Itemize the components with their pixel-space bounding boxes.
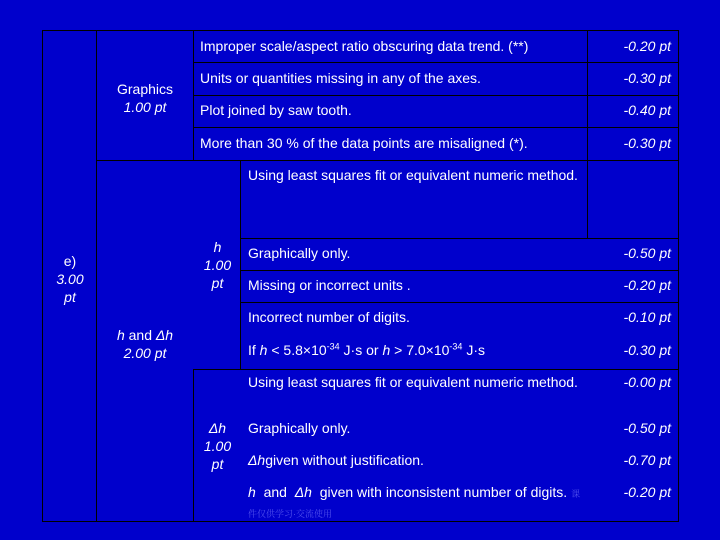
divider xyxy=(96,30,97,522)
criterion-text: Plot joined by saw tooth. xyxy=(200,102,352,118)
divider xyxy=(193,369,194,522)
section-e-label: e) 3.00 pt xyxy=(56,253,84,305)
criterion-text: Incorrect number of digits. xyxy=(248,309,410,325)
divider xyxy=(193,62,679,63)
deduction-points: -0.30 pt xyxy=(623,135,671,151)
divider xyxy=(193,95,679,96)
criterion-text: Units or quantities missing in any of the axes. xyxy=(200,70,481,86)
deduction-points: -0.20 pt xyxy=(623,484,671,500)
criterion-text: More than 30 % of the data points are misaligned (*). xyxy=(200,135,528,151)
criterion-text: Using least squares fit or equivalent numeric method. xyxy=(248,374,578,390)
divider xyxy=(193,369,679,370)
divider xyxy=(193,127,679,128)
criterion-text: Δhgiven without justification. xyxy=(248,452,424,468)
divider xyxy=(587,160,588,238)
deduction-points: -0.50 pt xyxy=(623,420,671,436)
graphics-label: Graphics 1.00 pt xyxy=(116,81,174,115)
criterion-text: h and Δh given with inconsistent number of digits. 课件仅供学习·交流使用 xyxy=(248,484,581,519)
h-dh-label: h and Δh 2.00 pt xyxy=(116,327,174,361)
dh-label: Δh 1.00 pt xyxy=(203,420,232,472)
criterion-text: Improper scale/aspect ratio obscuring data trend. (**) xyxy=(200,38,529,54)
criterion-text: Graphically only. xyxy=(248,420,351,436)
deduction-points: -0.50 pt xyxy=(623,245,671,261)
deduction-points: -0.20 pt xyxy=(623,277,671,293)
deduction-points: -0.70 pt xyxy=(623,452,671,468)
divider xyxy=(96,160,679,161)
divider xyxy=(240,238,679,239)
criterion-text: Missing or incorrect units . xyxy=(248,277,411,293)
criterion-text: Using least squares fit or equivalent numeric method. xyxy=(248,167,578,183)
deduction-points: -0.30 pt xyxy=(623,342,671,358)
divider xyxy=(240,160,241,369)
deduction-points: -0.40 pt xyxy=(623,102,671,118)
deduction-points: -0.20 pt xyxy=(623,38,671,54)
deduction-points: -0.10 pt xyxy=(623,309,671,325)
deduction-points: -0.30 pt xyxy=(623,70,671,86)
divider xyxy=(240,302,679,303)
deduction-points: -0.00 pt xyxy=(623,374,671,390)
criterion-text: Graphically only. xyxy=(248,245,351,261)
watermark-text: 课件仅供学习·交流使用 xyxy=(248,489,581,519)
h-label: h 1.00 pt xyxy=(203,239,232,291)
criterion-text: If $h < 5.8\times 10^{-34}$ J·s or $h > 7.0\times 10^{-34}$ J·s xyxy=(248,341,485,358)
divider xyxy=(240,270,679,271)
